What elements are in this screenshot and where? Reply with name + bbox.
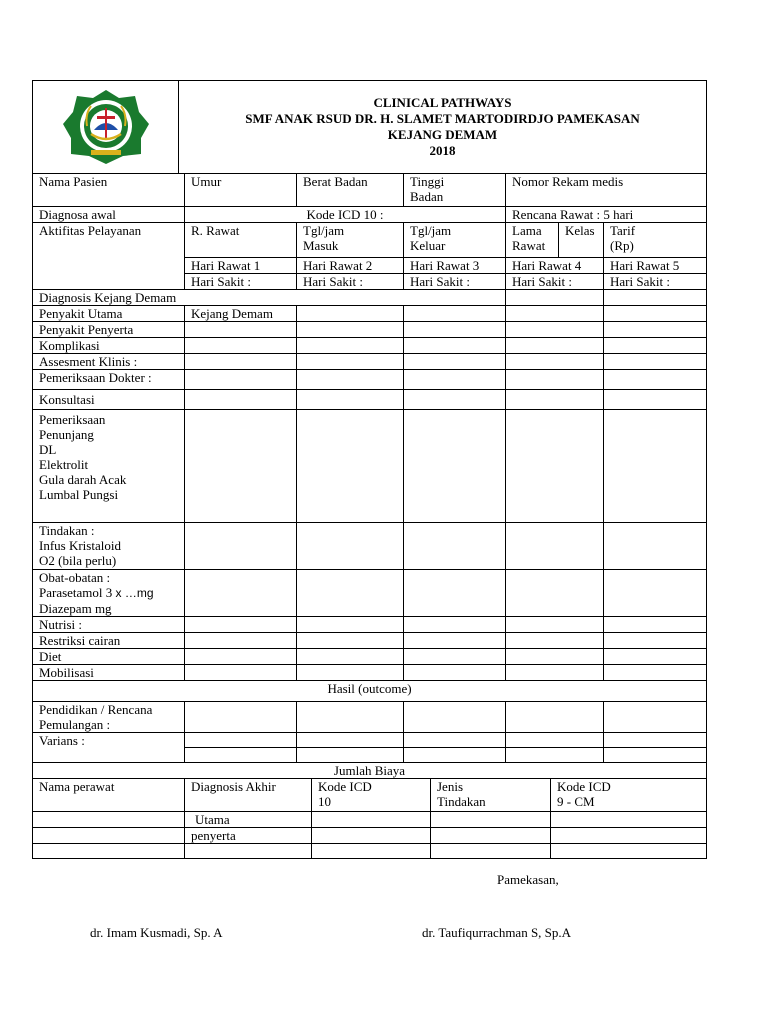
- title-block: [179, 81, 707, 174]
- jenis-tindakan-label: Jenis Tindakan: [431, 779, 551, 812]
- obat-line-2-suffix: x …mg: [115, 586, 154, 600]
- obat-line-3: Diazepam mg: [39, 601, 112, 616]
- umur-label: Umur: [185, 174, 297, 207]
- hari-rawat-1: Hari Rawat 1: [185, 258, 297, 274]
- assesment-klinis-label: Assesment Klinis :: [33, 354, 185, 370]
- hari-sakit-2: Hari Sakit :: [297, 274, 404, 290]
- title-line-3: KEJANG DEMAM: [387, 127, 498, 142]
- nama-perawat-label: Nama perawat: [33, 779, 185, 812]
- rencana-rawat-label: Rencana Rawat : 5 hari: [506, 207, 707, 223]
- pemeriksaan-dokter-label: Pemeriksaan Dokter :: [33, 370, 185, 390]
- tgl-keluar-label: Tgl/jam Keluar: [404, 223, 506, 258]
- utama-label: Utama: [185, 812, 312, 828]
- berat-badan-label: Berat Badan: [297, 174, 404, 207]
- hari-sakit-5: Hari Sakit :: [604, 274, 707, 290]
- obat-line-2-prefix: Parasetamol 3: [39, 585, 116, 600]
- hospital-emblem-icon: [61, 86, 151, 166]
- tgl-masuk-label: Tgl/jam Masuk: [297, 223, 404, 258]
- header-table: [32, 80, 707, 174]
- penyakit-utama-value: Kejang Demam: [185, 306, 297, 322]
- hari-rawat-4: Hari Rawat 4: [506, 258, 604, 274]
- title-line-2: SMF ANAK RSUD DR. H. SLAMET MARTODIRDJO PAMEKASAN: [245, 111, 640, 126]
- r-rawat-label: R. Rawat: [185, 223, 297, 258]
- pathway-table: [32, 173, 707, 779]
- tinggi-badan-label: Tinggi Badan: [404, 174, 506, 207]
- kode-icd-9-label: Kode ICD 9 - CM: [551, 779, 707, 812]
- hari-sakit-1: Hari Sakit :: [185, 274, 297, 290]
- pemeriksaan-penunjang-label: Pemeriksaan Penunjang DL Elektrolit Gula darah Acak Lumbal Pungsi: [33, 410, 185, 523]
- restriksi-cairan-label: Restriksi cairan: [33, 633, 185, 649]
- signer-left: dr. Imam Kusmadi, Sp. A: [90, 925, 223, 940]
- penyerta-label: penyerta: [185, 828, 312, 844]
- diagnosis-akhir-table: [32, 778, 707, 859]
- logo-cell: [33, 81, 179, 174]
- tarif-label: Tarif (Rp): [604, 223, 707, 258]
- kelas-label: Kelas: [565, 223, 595, 238]
- penyakit-utama-label: Penyakit Utama: [33, 306, 185, 322]
- nutrisi-label: Nutrisi :: [33, 617, 185, 633]
- hari-sakit-4: Hari Sakit :: [506, 274, 604, 290]
- diagnosa-awal-label: Diagnosa awal: [33, 207, 185, 223]
- nama-pasien-label: Nama Pasien: [33, 174, 185, 207]
- obat-obatan-label: [33, 570, 185, 617]
- footer-place: Pamekasan,: [497, 872, 559, 887]
- konsultasi-label: Konsultasi: [33, 390, 185, 410]
- title-line-1: CLINICAL PATHWAYS: [373, 95, 512, 110]
- komplikasi-label: Komplikasi: [33, 338, 185, 354]
- nomor-rekam-medis-label: Nomor Rekam medis: [506, 174, 707, 207]
- kode-icd-10-label: Kode ICD 10: [312, 779, 431, 812]
- hasil-outcome-heading: Hasil (outcome): [33, 681, 707, 702]
- hari-rawat-3: Hari Rawat 3: [404, 258, 506, 274]
- diet-label: Diet: [33, 649, 185, 665]
- lama-kelas-cell: [506, 223, 604, 258]
- lama-rawat-label: Lama Rawat: [506, 223, 559, 257]
- jumlah-biaya-heading: Jumlah Biaya: [33, 763, 707, 779]
- obat-line-1: Obat-obatan :: [39, 570, 111, 585]
- penyakit-penyerta-label: Penyakit Penyerta: [33, 322, 185, 338]
- hari-rawat-2: Hari Rawat 2: [297, 258, 404, 274]
- varians-label: Varians :: [33, 733, 185, 763]
- diagnosis-heading: Diagnosis Kejang Demam: [33, 290, 506, 306]
- aktifitas-pelayanan-label: Aktifitas Pelayanan: [33, 223, 185, 290]
- mobilisasi-label: Mobilisasi: [33, 665, 185, 681]
- hari-rawat-5: Hari Rawat 5: [604, 258, 707, 274]
- title-line-4: 2018: [429, 143, 456, 158]
- pendidikan-label: Pendidikan / Rencana Pemulangan :: [33, 702, 185, 733]
- clinical-pathway-form: [32, 80, 706, 859]
- tindakan-label: Tindakan : Infus Kristaloid O2 (bila perlu): [33, 523, 185, 570]
- signer-right: dr. Taufiqurrachman S, Sp.A: [422, 925, 572, 940]
- kode-icd-label: Kode ICD 10 :: [185, 207, 506, 223]
- hari-sakit-3: Hari Sakit :: [404, 274, 506, 290]
- diagnosis-akhir-label: Diagnosis Akhir: [185, 779, 312, 812]
